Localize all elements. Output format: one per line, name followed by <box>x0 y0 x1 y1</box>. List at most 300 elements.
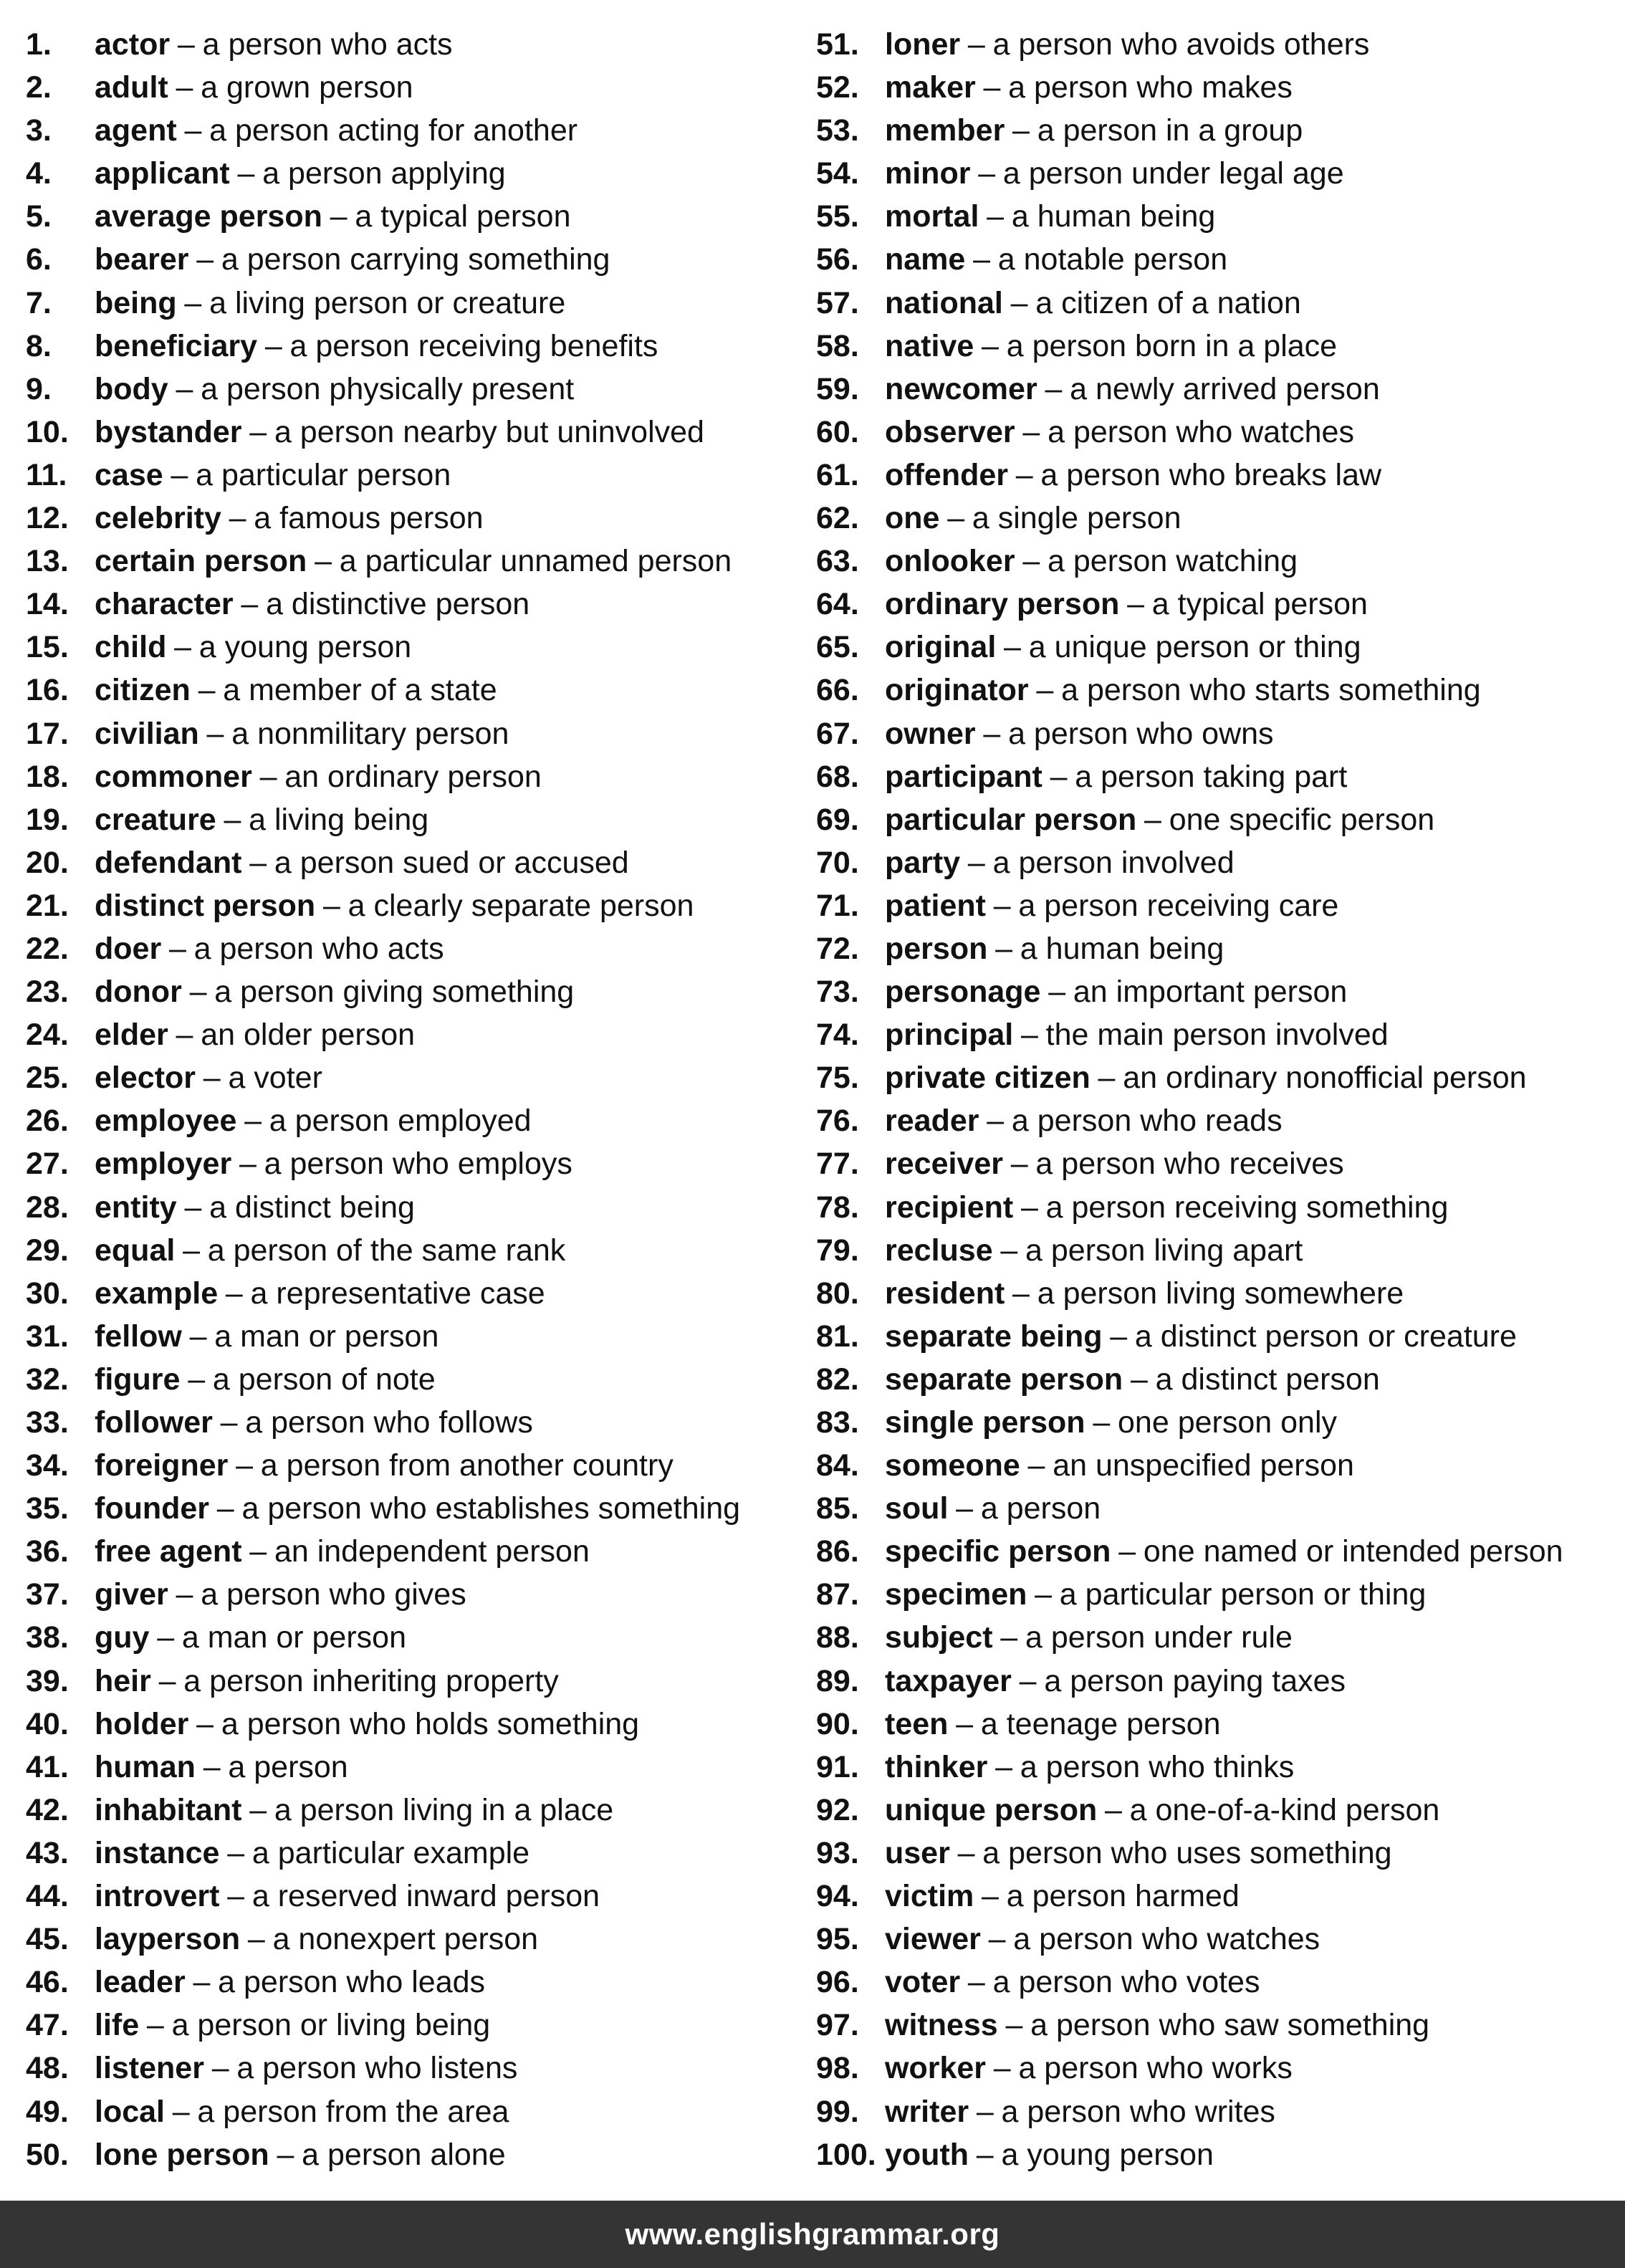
item-word: name <box>885 242 966 277</box>
item-word: creature <box>95 802 216 837</box>
item-definition: a person who follows <box>245 1405 533 1440</box>
item-number: 75. <box>816 1061 859 1096</box>
item-definition: a person employed <box>269 1104 532 1139</box>
item-number: 48. <box>26 2051 69 2086</box>
item-word: giver <box>95 1577 168 1612</box>
item-dash: – <box>157 1620 175 1655</box>
item-word: original <box>885 630 997 665</box>
item-dash: – <box>1000 1233 1018 1268</box>
item-dash: – <box>247 1922 265 1957</box>
item-word: principal <box>885 1018 1014 1053</box>
item-dash: – <box>1010 285 1028 320</box>
item-dash: – <box>216 1491 234 1526</box>
item-definition: a citizen of a nation <box>1035 285 1301 320</box>
list-item <box>26 411 814 454</box>
item-definition: a person of the same rank <box>207 1233 566 1268</box>
item-word: personage <box>885 975 1041 1010</box>
item-definition: a person under rule <box>1025 1620 1293 1655</box>
list-item <box>26 1013 814 1056</box>
item-dash: – <box>1027 1448 1045 1483</box>
item-number: 37. <box>26 1577 69 1612</box>
item-word: user <box>885 1835 950 1870</box>
item-dash: – <box>1004 630 1021 665</box>
item-word: distinct person <box>95 888 316 923</box>
item-number: 32. <box>26 1362 69 1397</box>
item-dash: – <box>987 1104 1005 1139</box>
item-word: character <box>95 587 234 622</box>
item-definition: a person who writes <box>1001 2094 1275 2129</box>
item-number: 33. <box>26 1405 69 1440</box>
item-definition: one person only <box>1118 1405 1337 1440</box>
item-number: 100. <box>816 2137 876 2172</box>
item-dash: – <box>259 759 277 794</box>
item-number: 50. <box>26 2137 69 2172</box>
item-word: reader <box>885 1104 979 1139</box>
item-word: applicant <box>95 156 230 191</box>
item-definition: a person watching <box>1048 544 1298 579</box>
list-item <box>26 626 814 669</box>
item-dash: – <box>193 1965 211 2000</box>
list-item <box>26 1530 814 1573</box>
item-definition: a man or person <box>214 1319 439 1354</box>
item-definition: a person who saw something <box>1030 2008 1430 2043</box>
list-item <box>26 927 814 970</box>
list-item <box>26 1272 814 1315</box>
item-dash: – <box>976 2094 994 2129</box>
footer-url[interactable]: www.englishgrammar.org <box>625 2217 1000 2251</box>
item-number: 53. <box>816 113 859 148</box>
item-number: 4. <box>26 156 52 191</box>
item-word: soul <box>885 1491 949 1526</box>
item-dash: – <box>1015 457 1033 492</box>
list-item <box>816 282 1604 325</box>
list-item <box>26 2090 814 2133</box>
list-item <box>816 1703 1604 1746</box>
item-definition: a person living apart <box>1025 1233 1303 1268</box>
list-item <box>26 1961 814 2004</box>
item-word: thinker <box>885 1749 988 1784</box>
item-dash: – <box>1098 1061 1116 1096</box>
item-definition: a young person <box>1001 2137 1214 2172</box>
item-number: 20. <box>26 845 69 880</box>
item-word: single person <box>885 1405 1085 1440</box>
item-number: 60. <box>816 414 859 449</box>
item-dash: – <box>1020 1018 1038 1053</box>
list-item <box>816 325 1604 368</box>
item-word: civilian <box>95 716 199 751</box>
item-word: donor <box>95 975 182 1010</box>
item-number: 24. <box>26 1018 69 1053</box>
item-definition: a reserved inward person <box>251 1879 600 1914</box>
item-word: owner <box>885 716 976 751</box>
list-item <box>26 282 814 325</box>
item-definition: an ordinary person <box>284 759 542 794</box>
item-definition: a person who votes <box>992 1965 1260 2000</box>
item-number: 87. <box>816 1577 859 1612</box>
item-definition: a person who uses something <box>982 1835 1392 1870</box>
item-dash: – <box>1000 1620 1018 1655</box>
item-number: 95. <box>816 1922 859 1957</box>
item-dash: – <box>330 199 347 234</box>
item-dash: – <box>225 1276 243 1311</box>
item-number: 91. <box>816 1749 859 1784</box>
list-item <box>26 109 814 152</box>
item-word: certain person <box>95 544 307 579</box>
item-word: ordinary person <box>885 587 1120 622</box>
list-item <box>816 66 1604 109</box>
item-definition: a person or living being <box>171 2008 491 2043</box>
item-number: 98. <box>816 2051 859 2086</box>
list-item <box>816 1315 1604 1358</box>
item-word: witness <box>885 2008 998 2043</box>
item-number: 90. <box>816 1706 859 1741</box>
item-dash: – <box>322 888 340 923</box>
item-number: 41. <box>26 1749 69 1784</box>
item-dash: – <box>168 931 186 966</box>
list-item <box>26 970 814 1013</box>
item-dash: – <box>249 1792 267 1827</box>
list-item <box>816 1401 1604 1444</box>
item-number: 47. <box>26 2008 69 2043</box>
item-dash: – <box>174 630 192 665</box>
item-definition: a typical person <box>1151 587 1368 622</box>
item-definition: a person who acts <box>202 27 453 62</box>
item-dash: – <box>978 156 996 191</box>
list-item <box>816 1487 1604 1530</box>
item-dash: – <box>176 371 193 406</box>
list-item <box>816 1961 1604 2004</box>
item-word: follower <box>95 1405 213 1440</box>
list-item <box>816 1875 1604 1918</box>
list-item <box>26 497 814 540</box>
item-word: celebrity <box>95 501 221 536</box>
item-dash: – <box>1050 759 1068 794</box>
item-word: employee <box>95 1104 237 1139</box>
item-dash: – <box>196 1706 214 1741</box>
list-item <box>816 109 1604 152</box>
item-word: teen <box>885 1706 949 1741</box>
item-definition: the main person involved <box>1045 1018 1389 1053</box>
item-definition: a distinct person or creature <box>1134 1319 1517 1354</box>
item-number: 26. <box>26 1104 69 1139</box>
item-definition: a person alone <box>302 2137 506 2172</box>
item-word: body <box>95 371 168 406</box>
item-dash: – <box>1010 1147 1028 1182</box>
list-item <box>816 1056 1604 1099</box>
item-word: founder <box>95 1491 210 1526</box>
list-item <box>26 1616 814 1659</box>
item-word: member <box>885 113 1005 148</box>
item-dash: – <box>1127 587 1145 622</box>
item-word: life <box>95 2008 140 2043</box>
item-number: 86. <box>816 1534 859 1569</box>
item-number: 43. <box>26 1835 69 1870</box>
item-number: 97. <box>816 2008 859 2043</box>
list-item <box>26 755 814 798</box>
item-dash: – <box>982 328 999 363</box>
list-item <box>26 540 814 583</box>
list-item <box>816 1272 1604 1315</box>
item-definition: an important person <box>1073 975 1348 1010</box>
item-dash: – <box>983 70 1001 105</box>
list-item <box>816 1013 1604 1056</box>
item-word: agent <box>95 113 177 148</box>
list-item <box>816 2004 1604 2047</box>
item-word: case <box>95 457 163 492</box>
item-definition: a person living in a place <box>274 1792 614 1827</box>
item-word: free agent <box>95 1534 242 1569</box>
list-item <box>26 66 814 109</box>
item-dash: – <box>220 1405 238 1440</box>
item-number: 65. <box>816 630 859 665</box>
list-item <box>26 1660 814 1703</box>
item-dash: – <box>1005 2008 1023 2043</box>
item-number: 99. <box>816 2094 859 2129</box>
item-dash: – <box>993 2051 1011 2086</box>
item-number: 58. <box>816 328 859 363</box>
item-word: human <box>95 1749 196 1784</box>
item-definition: a nonmilitary person <box>231 716 509 751</box>
item-dash: – <box>184 1190 202 1225</box>
item-definition: a person nearby but uninvolved <box>274 414 704 449</box>
list-item <box>26 1487 814 1530</box>
item-word: employer <box>95 1147 232 1182</box>
item-number: 56. <box>816 242 859 277</box>
item-number: 15. <box>26 630 69 665</box>
list-item <box>26 1832 814 1875</box>
list-item <box>26 1142 814 1185</box>
item-number: 30. <box>26 1276 69 1311</box>
item-word: one <box>885 501 940 536</box>
item-definition: a person inheriting property <box>183 1663 559 1698</box>
item-number: 88. <box>816 1620 859 1655</box>
list-item <box>26 1056 814 1099</box>
item-dash: – <box>227 1835 245 1870</box>
item-definition: a single person <box>972 501 1181 536</box>
item-dash: – <box>224 802 241 837</box>
list-item <box>26 23 814 66</box>
list-item <box>26 1444 814 1487</box>
item-number: 83. <box>816 1405 859 1440</box>
item-definition: a distinctive person <box>266 587 530 622</box>
item-dash: – <box>244 1104 262 1139</box>
item-definition: a man or person <box>181 1620 406 1655</box>
item-word: fellow <box>95 1319 182 1354</box>
item-dash: – <box>1020 1190 1038 1225</box>
item-definition: a grown person <box>201 70 413 105</box>
item-word: mortal <box>885 199 979 234</box>
item-word: specimen <box>885 1577 1027 1612</box>
item-word: patient <box>885 888 986 923</box>
item-number: 21. <box>26 888 69 923</box>
item-word: actor <box>95 27 171 62</box>
item-dash: – <box>957 1835 975 1870</box>
item-word: foreigner <box>95 1448 229 1483</box>
item-number: 1. <box>26 27 52 62</box>
item-dash: – <box>947 501 965 536</box>
list-item <box>26 368 814 411</box>
item-word: recipient <box>885 1190 1014 1225</box>
item-number: 92. <box>816 1792 859 1827</box>
item-definition: a person who acts <box>193 931 444 966</box>
list-item <box>26 1789 814 1832</box>
item-definition: a voter <box>228 1061 322 1096</box>
item-dash: – <box>982 1879 999 1914</box>
item-dash: – <box>203 1749 221 1784</box>
item-dash: – <box>237 156 255 191</box>
item-definition: a person who watches <box>1048 414 1354 449</box>
list-item <box>26 2004 814 2047</box>
item-number: 44. <box>26 1879 69 1914</box>
item-definition: a person who reads <box>1011 1104 1283 1139</box>
item-number: 19. <box>26 802 69 837</box>
item-dash: – <box>1019 1663 1037 1698</box>
item-number: 59. <box>816 371 859 406</box>
item-dash: – <box>227 1879 245 1914</box>
item-dash: – <box>1130 1362 1148 1397</box>
item-word: specific person <box>885 1534 1111 1569</box>
item-number: 73. <box>816 975 859 1010</box>
list-item <box>816 411 1604 454</box>
item-word: recluse <box>885 1233 993 1268</box>
item-definition: a one-of-a-kind person <box>1129 1792 1440 1827</box>
item-definition: an older person <box>201 1018 416 1053</box>
item-dash: – <box>264 328 282 363</box>
list-item <box>816 2090 1604 2133</box>
list-item <box>26 152 814 195</box>
item-number: 84. <box>816 1448 859 1483</box>
list-item <box>816 1660 1604 1703</box>
item-dash: – <box>146 2008 164 2043</box>
item-word: particular person <box>885 802 1137 837</box>
list-item <box>816 195 1604 238</box>
item-word: loner <box>885 27 961 62</box>
item-word: introvert <box>95 1879 220 1914</box>
item-definition: a person harmed <box>1006 1879 1240 1914</box>
item-definition: a person who works <box>1018 2051 1293 2086</box>
item-definition: a living person or creature <box>209 285 566 320</box>
item-word: participant <box>885 759 1042 794</box>
item-number: 28. <box>26 1190 69 1225</box>
word-list-column-right <box>816 23 1604 2176</box>
list-item <box>816 1918 1604 1961</box>
item-definition: a person taking part <box>1075 759 1348 794</box>
item-dash: – <box>188 1362 206 1397</box>
item-dash: – <box>171 457 188 492</box>
footer-bar <box>0 2201 1625 2268</box>
item-word: leader <box>95 1965 186 2000</box>
list-item <box>816 927 1604 970</box>
item-definition: a person who receives <box>1035 1147 1344 1182</box>
item-dash: – <box>1118 1534 1136 1569</box>
item-word: native <box>885 328 974 363</box>
item-word: bystander <box>95 414 242 449</box>
list-item <box>26 2133 814 2176</box>
list-item <box>816 1832 1604 1875</box>
item-dash: – <box>967 27 985 62</box>
item-word: offender <box>885 457 1008 492</box>
item-dash: – <box>1036 673 1054 708</box>
item-dash: – <box>196 242 214 277</box>
item-definition: a person receiving something <box>1045 1190 1449 1225</box>
item-definition: a person <box>980 1491 1101 1526</box>
item-definition: a newly arrived person <box>1070 371 1380 406</box>
item-number: 64. <box>816 587 859 622</box>
item-dash: – <box>1144 802 1161 837</box>
list-item <box>26 1401 814 1444</box>
item-definition: a human being <box>1020 931 1224 966</box>
list-item <box>26 1573 814 1616</box>
item-definition: a person of note <box>212 1362 436 1397</box>
list-item <box>816 454 1604 497</box>
item-dash: – <box>189 975 207 1010</box>
item-word: worker <box>885 2051 987 2086</box>
item-dash: – <box>315 544 332 579</box>
item-word: listener <box>95 2051 204 2086</box>
item-number: 11. <box>26 457 67 492</box>
item-dash: – <box>983 716 1001 751</box>
item-definition: a person physically present <box>201 371 575 406</box>
item-dash: – <box>995 1749 1013 1784</box>
item-word: child <box>95 630 167 665</box>
item-definition: a person receiving care <box>1018 888 1339 923</box>
item-dash: – <box>1110 1319 1128 1354</box>
item-word: taxpayer <box>885 1663 1012 1698</box>
list-item <box>816 755 1604 798</box>
item-dash: – <box>995 931 1013 966</box>
item-dash: – <box>183 1233 200 1268</box>
item-number: 49. <box>26 2094 69 2129</box>
list-item <box>816 540 1604 583</box>
list-item <box>816 1789 1604 1832</box>
item-definition: a human being <box>1011 199 1216 234</box>
list-item <box>816 368 1604 411</box>
item-definition: a person acting for another <box>209 113 578 148</box>
item-dash: – <box>249 414 267 449</box>
item-word: resident <box>885 1276 1005 1311</box>
item-number: 52. <box>816 70 859 105</box>
item-dash: – <box>1048 975 1066 1010</box>
item-dash: – <box>973 242 991 277</box>
list-item <box>816 1186 1604 1229</box>
item-definition: a representative case <box>250 1276 545 1311</box>
list-item <box>816 970 1604 1013</box>
item-number: 39. <box>26 1663 69 1698</box>
item-word: local <box>95 2094 165 2129</box>
item-definition: an unspecified person <box>1053 1448 1354 1483</box>
item-number: 68. <box>816 759 859 794</box>
item-number: 67. <box>816 716 859 751</box>
item-word: viewer <box>885 1922 981 1957</box>
item-word: layperson <box>95 1922 241 1957</box>
list-item <box>26 884 814 927</box>
item-definition: a person applying <box>262 156 506 191</box>
item-dash: – <box>198 673 216 708</box>
item-number: 51. <box>816 27 859 62</box>
list-item <box>816 1142 1604 1185</box>
item-definition: an ordinary nonofficial person <box>1123 1061 1527 1096</box>
item-number: 5. <box>26 199 52 234</box>
item-definition: a person in a group <box>1037 113 1303 148</box>
item-definition: a famous person <box>254 501 484 536</box>
list-item <box>26 238 814 281</box>
item-number: 8. <box>26 328 52 363</box>
item-definition: a person under legal age <box>1002 156 1344 191</box>
item-number: 79. <box>816 1233 859 1268</box>
item-number: 66. <box>816 673 859 708</box>
item-word: entity <box>95 1190 177 1225</box>
list-item <box>26 669 814 712</box>
